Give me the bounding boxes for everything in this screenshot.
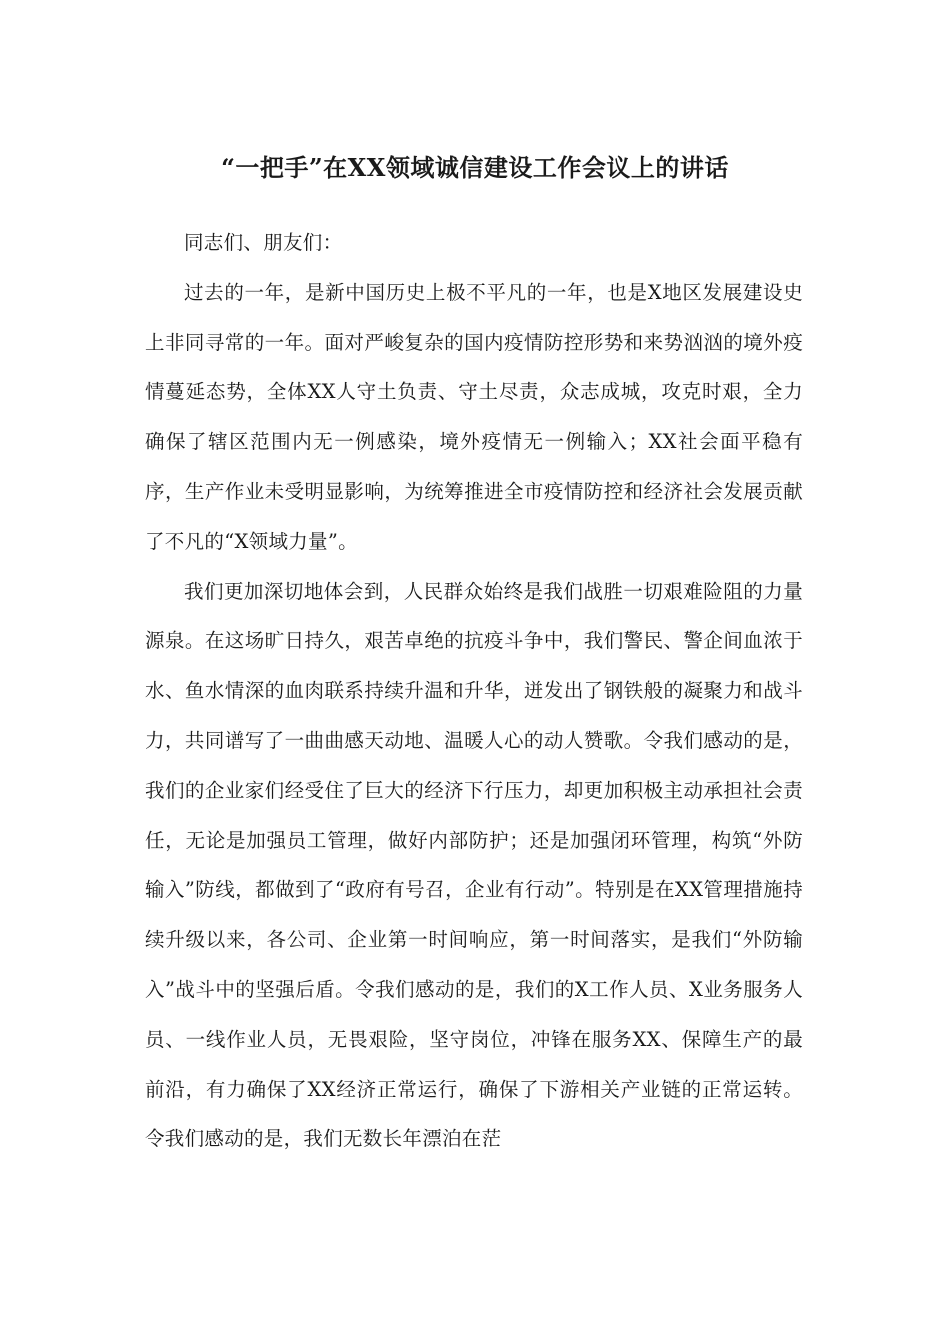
document-title: “一把手”在XX领域诚信建设工作会议上的讲话 xyxy=(221,153,729,182)
greeting-line: 同志们、朋友们： xyxy=(184,231,343,254)
paragraph-2: 我们更加深切地体会到，人民群众始终是我们战胜一切艰难险阻的力量源泉。在这场旷日持久，艰苦卓绝的抗疫斗争中，我们警民、警企间血浓于水、鱼水情深的血肉联系持续升温和升华，迸发出了钢铁般的凝聚力和战斗力，共同谱写了一曲曲感天动地、温暖人心的动人赞歌。令我们感动的是，我们的企业家们经受住了巨大的经济下行压力，却更加积极主动承担社会责任，无论是加强员工管理，做好内部防护；还是加强闭环管理，构筑“外防输入”防线，都做到了“政府有号召，企业有行动”。特别是在XX管理措施持续升级以来，各公司、企业第一时间响应，第一时间落实，是我们“外防输入”战斗中的坚强后盾。令我们感动的是，我们的X工作人员、X业务服务人员、一线作业人员，无畏艰险，坚守岗位，冲锋在服务XX、保障生产的最前沿，有力确保了XX经济正常运行，确保了下游相关产业链的正常运转。令我们感动的是，我们无数长年漂泊在茫 xyxy=(145,579,803,1151)
paragraph-1: 过去的一年，是新中国历史上极不平凡的一年，也是X地区发展建设史上非同寻常的一年。面对严峻复杂的国内疫情防控形势和来势汹汹的境外疫情蔓延态势，全体XX人守土负责、守土尽责，众志成城，攻克时艰，全力确保了辖区范围内无一例感染，境外疫情无一例输入；XX社会面平稳有序，生产作业未受明显影响，为统筹推进全市疫情防控和经济社会发展贡献了不凡的“X领域力量”。 xyxy=(145,280,803,553)
document-body xyxy=(145,218,803,1164)
